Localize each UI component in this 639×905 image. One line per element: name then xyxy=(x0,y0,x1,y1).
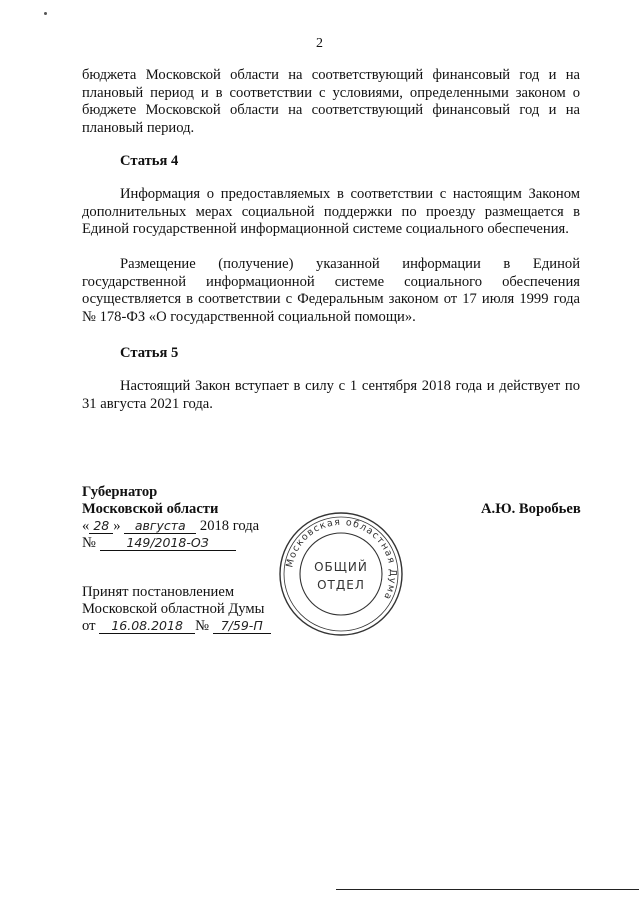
article-4-heading: Статья 4 xyxy=(120,153,179,169)
article-4-paragraph-2: Размещение (получение) указанной информации в Единой государственной информационной системе социального обеспечения осуществляется в соответствии с Федеральным законом от 17 июля 1999 года № 178-ФЗ «О государственной социальной помощи». xyxy=(82,256,580,325)
adoption-number-sign: № xyxy=(195,618,210,634)
stamp-center-line-1: ОБЩИЙ xyxy=(314,560,368,574)
adoption-number-value: 7/59-П xyxy=(213,618,271,634)
stamp-center-line-2: ОТДЕЛ xyxy=(317,578,365,592)
date-open-quote: « xyxy=(82,518,90,534)
signatory-title-line-2: Московской области xyxy=(82,501,219,517)
scan-speck xyxy=(44,12,47,15)
law-number-value: 149/2018-ОЗ xyxy=(100,535,236,551)
adoption-line-2: Московской областной Думы xyxy=(82,601,265,617)
signature-date-line xyxy=(82,518,259,535)
date-close-quote: » xyxy=(113,518,121,534)
adoption-line-1: Принят постановлением xyxy=(82,584,235,600)
page-bottom-rule xyxy=(336,889,639,890)
stamp-ring-text: Московская областная Дума xyxy=(284,516,399,603)
date-month-value: августа xyxy=(124,518,196,534)
adoption-number-line xyxy=(82,618,271,635)
article-5-heading: Статья 5 xyxy=(120,345,179,361)
intro-paragraph: бюджета Московской области на соответствующий финансовый год и на плановый период и в соответствии с условиями, определенными законом о бюджете Московской области на соответствующий финансовый год и на плановый период. xyxy=(82,67,580,136)
article-4-paragraph-1: Информация о предоставляемых в соответствии с настоящим Законом дополнительных мерах социальной поддержки по проезду размещается в Единой государственной информационной системе социального обеспечения. xyxy=(82,186,580,238)
adoption-date-value: 16.08.2018 xyxy=(99,618,195,634)
adoption-from-label: от xyxy=(82,618,96,634)
date-year-suffix: 2018 года xyxy=(199,518,260,534)
date-day-value: 28 xyxy=(89,518,113,534)
round-stamp xyxy=(278,511,404,637)
law-number-line xyxy=(82,535,236,552)
signatory-name: А.Ю. Воробьев xyxy=(481,501,581,517)
number-sign: № xyxy=(82,535,96,551)
signatory-title-line-1: Губернатор xyxy=(82,484,158,500)
article-5-paragraph-1: Настоящий Закон вступает в силу с 1 сентября 2018 года и действует по 31 августа 2021 года. xyxy=(82,378,580,412)
page-number: 2 xyxy=(316,36,323,51)
